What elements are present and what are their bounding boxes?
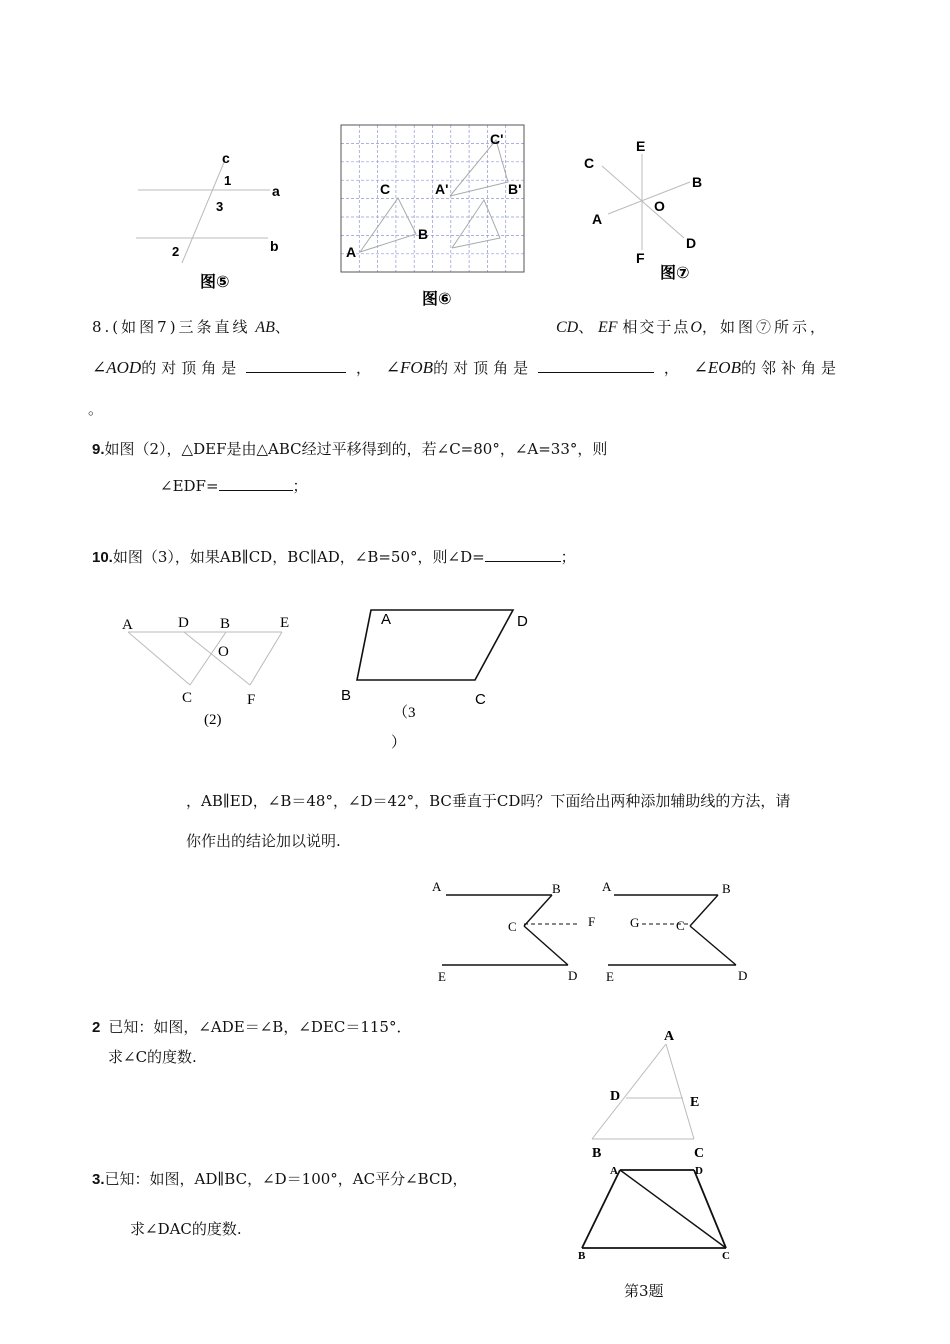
fig3-label-a: A [381, 611, 392, 628]
fig5-caption: 图⑤ [200, 274, 230, 291]
figure-7 [578, 132, 728, 282]
q2fig-label-d: D [610, 1089, 621, 1104]
figure-aux-2 [598, 874, 768, 989]
fig7-label-a: A [592, 211, 603, 227]
q8-mid: 相交于点 [622, 318, 691, 336]
aux1-label-a: A [432, 879, 442, 894]
fig3-label-c: C [475, 691, 486, 708]
q8-eob-text: 的邻补角是 [740, 359, 841, 377]
fig2-label-c: C [182, 690, 193, 706]
fig5-label-1: 1 [224, 173, 232, 188]
q8-fob-text: 的对顶角是 [433, 359, 534, 377]
aux1-label-d: D [568, 968, 578, 983]
q3-line1 [92, 1168, 468, 1189]
q8-line1b [556, 316, 828, 337]
fig7-label-e: E [636, 138, 646, 154]
fig5-label-c: c [222, 150, 230, 166]
q2fig-label-a: A [664, 1029, 675, 1044]
q10-line [92, 546, 576, 567]
figure-6 [338, 122, 530, 312]
fig2-label-e: E [280, 615, 290, 631]
q3-line2: 求∠DAC的度数. [130, 1220, 242, 1238]
q9-line1 [92, 438, 607, 459]
fig2-label-d: D [178, 615, 189, 631]
fig2-label-f: F [247, 692, 256, 708]
q2-line2: 求∠C的度数. [108, 1048, 197, 1066]
fig2-caption: (2) [204, 712, 222, 728]
q11-line2: 你作出的结论加以说明. [186, 832, 341, 850]
q2fig-label-c: C [694, 1146, 705, 1161]
figure-3 [335, 605, 545, 755]
q3fig-label-c: C [722, 1250, 730, 1262]
q10-num: 10. [92, 549, 113, 566]
q8-fob: ∠FOB [385, 358, 434, 377]
q3fig-label-b: B [578, 1250, 586, 1262]
figure-5 [130, 145, 300, 295]
q8-line1 [92, 316, 290, 337]
fig5-label-a: a [272, 183, 280, 199]
fig7-caption: 图⑦ [660, 265, 690, 282]
q8-ab: AB [255, 319, 275, 336]
q9-line2 [160, 475, 308, 496]
q8-o: O [690, 319, 702, 336]
q8-cd: CD [556, 319, 579, 336]
q10-text: 如图（3），如果AB∥CD，BC∥AD，∠B=50°，则∠D= [112, 548, 485, 566]
aux2-label-a: A [602, 879, 612, 894]
fig6-caption: 图⑥ [422, 291, 452, 308]
q8-aod: ∠AOD [92, 358, 142, 377]
aux1-label-e: E [438, 969, 446, 984]
q8-sep2: 、 [578, 318, 594, 336]
q3-line1-text: 已知：如图，AD∥BC，∠D＝100°，AC平分∠BCD， [104, 1170, 468, 1188]
q2-num: 2 [92, 1019, 101, 1036]
q8-comma1: ， [355, 359, 371, 377]
q10-answer-blank[interactable] [485, 547, 561, 562]
aux2-label-b: B [722, 881, 731, 896]
figure-2 [118, 610, 308, 730]
q11-line1: ，AB∥ED，∠B＝48°，∠D＝42°，BC垂直于CD吗？下面给出两种添加辅助线的方法，请 [186, 792, 791, 810]
fig2-label-o: O [218, 644, 229, 660]
figure-q2 [582, 1024, 722, 1164]
q9-num: 9. [92, 441, 105, 458]
fig7-label-f: F [636, 250, 645, 266]
q8-comma2: ， [663, 359, 679, 377]
fig6-label-a: A [346, 244, 357, 260]
aux2-label-d: D [738, 968, 748, 983]
fig7-label-c: C [584, 155, 595, 171]
fig2-label-b: B [220, 616, 231, 632]
q9-text: 如图（2），△DEF是由△ABC经过平移得到的，若∠C=80°，∠A=33°，则 [104, 440, 608, 458]
q8-eob: ∠EOB [693, 358, 741, 377]
fig6-label-a1: A' [435, 181, 449, 197]
fig3-label-d: D [517, 613, 528, 630]
q2fig-label-e: E [690, 1095, 700, 1110]
aux1-label-b: B [552, 881, 561, 896]
fig3-caption-open: （3 [393, 705, 416, 721]
fig6-label-c: C [380, 181, 391, 197]
fig6-label-c1: C' [490, 131, 504, 147]
q9-answer-blank[interactable] [219, 476, 293, 491]
fig5-label-2: 2 [172, 244, 180, 259]
aux2-label-e: E [606, 969, 614, 984]
fig7-label-o: O [654, 198, 665, 214]
aux2-label-c: C [676, 918, 685, 933]
fig5-label-b: b [270, 238, 279, 254]
q3-num: 3. [92, 1171, 105, 1188]
q8-line2 [92, 357, 841, 378]
fig2-label-a: A [122, 617, 133, 633]
fig6-label-b: B [418, 226, 429, 242]
q8-end: 。 [88, 400, 104, 418]
q8-sep1: 、 [274, 318, 290, 336]
q8-blank-2[interactable] [538, 358, 654, 373]
q3-figure-caption: 第3题 [624, 1282, 664, 1300]
q8-blank-1[interactable] [246, 358, 346, 373]
fig3-caption-close: ） [391, 735, 407, 751]
aux1-label-c: C [508, 919, 517, 934]
q9-line2-text: ∠EDF= [160, 477, 219, 495]
aux2-label-g: G [630, 915, 640, 930]
fig6-label-b1: B' [508, 181, 522, 197]
q3fig-label-d: D [695, 1165, 703, 1177]
aux1-label-f: F [588, 914, 596, 929]
figure-aux-1 [428, 874, 608, 989]
q8-suffix: ，如图⑦所示， [701, 318, 828, 336]
q3fig-label-a: A [610, 1165, 618, 1177]
fig5-label-3: 3 [216, 199, 224, 214]
fig7-label-b: B [692, 174, 703, 190]
fig3-label-b: B [341, 687, 352, 704]
q2-line1 [92, 1016, 411, 1037]
fig7-label-d: D [686, 235, 697, 251]
q8-prefix: 8.(如图7)三条直线 [92, 318, 251, 336]
q9-end: ； [292, 477, 308, 495]
figure-q3 [572, 1160, 742, 1266]
q2-line1-text: 已知：如图，∠ADE＝∠B，∠DEC＝115°． [108, 1018, 412, 1036]
q8-ef: EF [598, 319, 618, 336]
q2fig-label-b: B [592, 1146, 602, 1161]
q8-aod-text: 的对顶角是 [141, 359, 242, 377]
q10-end: ； [560, 548, 576, 566]
